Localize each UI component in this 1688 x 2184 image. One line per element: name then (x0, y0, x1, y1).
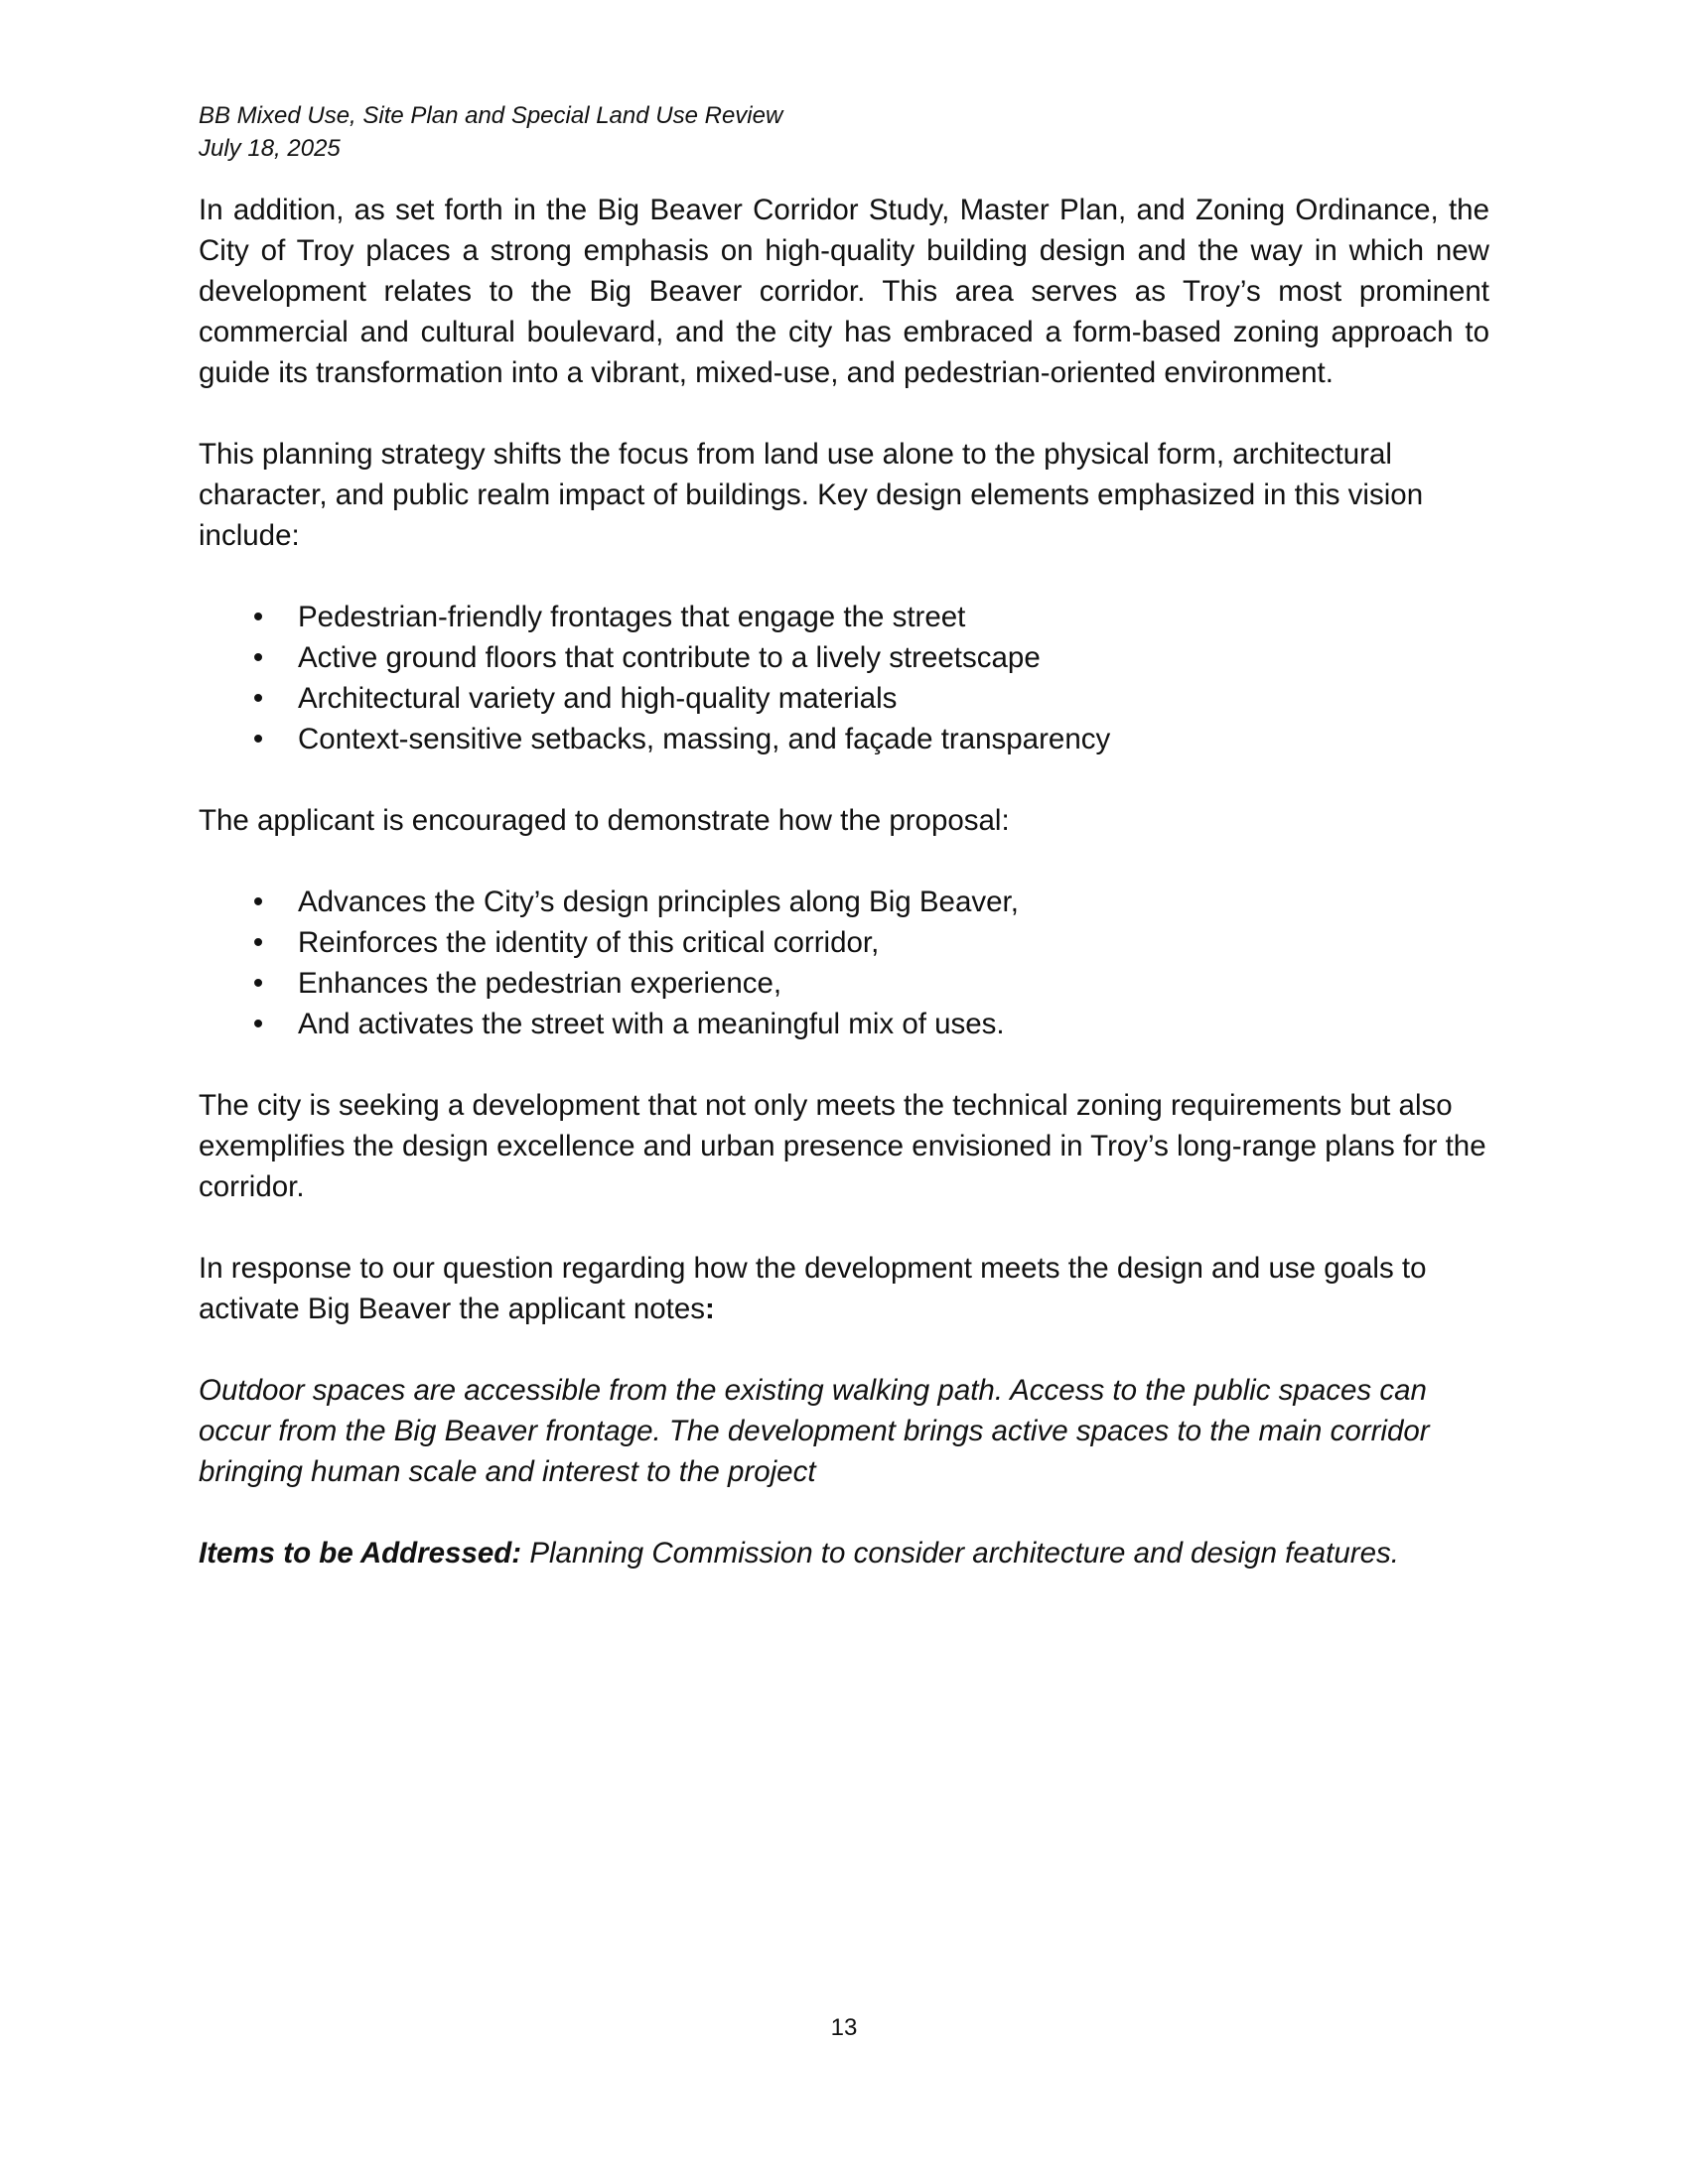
proposal-points-list (199, 882, 1489, 1044)
list-item-text: Advances the City’s design principles along Big Beaver, (298, 886, 1019, 918)
list-item (199, 678, 1489, 719)
items-to-address (199, 1533, 1489, 1573)
bullet-icon: • (252, 886, 264, 918)
response-colon: : (705, 1293, 715, 1325)
bullet-icon: • (252, 1008, 264, 1040)
list-item-text: Reinforces the identity of this critical corridor, (298, 926, 880, 959)
bullet-icon: • (252, 723, 264, 755)
list-item (199, 597, 1489, 637)
bullet-icon: • (252, 601, 264, 633)
list-item-text: Architectural variety and high-quality materials (298, 682, 898, 715)
response-paragraph (199, 1248, 1489, 1329)
bullet-icon: • (252, 967, 264, 1000)
list-item (199, 719, 1489, 759)
seeking-paragraph: The city is seeking a development that not only meets the technical zoning requirements but also exemplifies the design excellence and urban presence envisioned in Troy’s long-range plans for the corridor. (199, 1089, 1486, 1203)
page-number: 13 (830, 2014, 858, 2041)
design-elements-list (199, 597, 1489, 759)
list-item-text: Context-sensitive setbacks, massing, and façade transparency (298, 723, 1111, 755)
document-header (199, 99, 1489, 165)
list-item-text: And activates the street with a meaningful mix of uses. (298, 1008, 1005, 1040)
response-text: In response to our question regarding how the development meets the design and use goals to activate Big Beaver the applicant notes (199, 1252, 1427, 1325)
bullet-icon: • (252, 641, 264, 674)
header-title: BB Mixed Use, Site Plan and Special Land Use Review (199, 102, 783, 129)
list-item-text: Active ground floors that contribute to a lively streetscape (298, 641, 1041, 674)
list-item (199, 637, 1489, 678)
applicant-paragraph: The applicant is encouraged to demonstrate how the proposal: (199, 804, 1010, 837)
list-item (199, 882, 1489, 922)
list-item-text: Enhances the pedestrian experience, (298, 967, 782, 1000)
page-content (199, 99, 1489, 1614)
list-item-text: Pedestrian-friendly frontages that engage the street (298, 601, 966, 633)
items-to-address-text: Planning Commission to consider architecture and design features. (521, 1537, 1399, 1570)
intro-paragraph: In addition, as set forth in the Big Beaver Corridor Study, Master Plan, and Zoning Ordinance, the City of Troy places a strong emphasis on high-quality building design and the way in which new development relates to the Big Beaver corridor. This area serves as Troy’s most prominent commercial and cultural boulevard, and the city has embraced a form-based zoning approach to guide its transformation into a vibrant, mixed-use, and pedestrian-oriented environment. (199, 194, 1489, 389)
list-item (199, 963, 1489, 1004)
list-item (199, 1004, 1489, 1044)
bullet-icon: • (252, 682, 264, 715)
list-item (199, 922, 1489, 963)
applicant-notes-quote: Outdoor spaces are accessible from the existing walking path. Access to the public spaces can occur from the Big Beaver frontage. The development brings active spaces to the main corridor bringing human scale and interest to the project (199, 1374, 1430, 1488)
bullet-icon: • (252, 926, 264, 959)
items-to-address-label: Items to be Addressed: (199, 1537, 522, 1570)
header-date: July 18, 2025 (199, 135, 341, 162)
strategy-paragraph: This planning strategy shifts the focus from land use alone to the physical form, architectural character, and public realm impact of buildings. Key design elements emphasized in this vision include: (199, 438, 1424, 552)
